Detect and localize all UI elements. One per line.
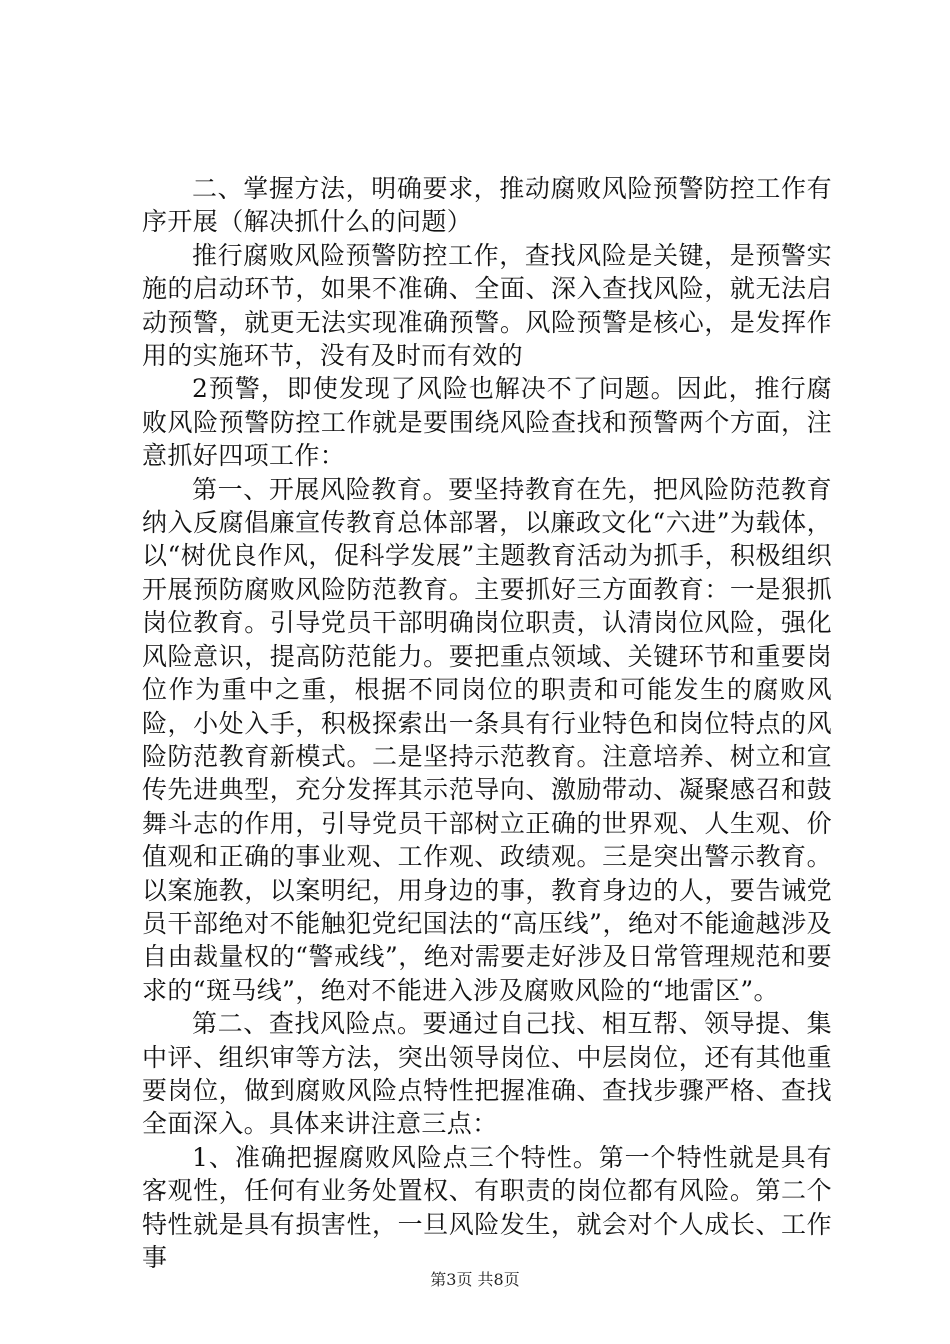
document-body bbox=[142, 172, 832, 1274]
body-paragraph: 第一、开展风险教育。要坚持教育在先，把风险防范教育纳入反腐倡廉宣传教育总体部署，以廉政文化“六进”为载体，以“树优良作风，促科学发展”主题教育活动为抓手，积极组织开展预防腐败风险防范教育。主要抓好三方面教育：一是狠抓岗位教育。引导党员干部明确岗位职责，认清岗位风险，强化风险意识，提高防范能力。要把重点领域、关键环节和重要岗位作为重中之重，根据不同岗位的职责和可能发生的腐败风险，小处入手，积极探索出一条具有行业特色和岗位特点的风险防范教育新模式。二是坚持示范教育。注意培养、树立和宣传先进典型，充分发挥其示范导向、激励带动、凝聚感召和鼓舞斗志的作用，引导党员干部树立正确的世界观、人生观、价值观和正确的事业观、工作观、政绩观。三是突出警示教育。以案施教，以案明纪，用身边的事，教育身边的人，要告诫党员干部绝对不能触犯党纪国法的“高压线”，绝对不能逾越涉及自由裁量权的“警戒线”，绝对需要走好涉及日常管理规范和要求的“斑马线”，绝对不能进入涉及腐败风险的“地雷区”。 bbox=[142, 474, 832, 1005]
body-paragraph: 第二、查找风险点。要通过自己找、相互帮、领导提、集中评、组织审等方法，突出领导岗位、中层岗位，还有其他重要岗位，做到腐败风险点特性把握准确、查找步骤严格、查找全面深入。具体来讲注意三点： bbox=[142, 1009, 832, 1139]
body-paragraph: 2预警，即使发现了风险也解决不了问题。因此，推行腐败风险预警防控工作就是要围绕风险查找和预警两个方面，注意抓好四项工作： bbox=[142, 374, 832, 471]
body-paragraph: 1、准确把握腐败风险点三个特性。第一个特性就是具有客观性，任何有业务处置权、有职责的岗位都有风险。第二个特性就是具有损害性，一旦风险发生，就会对个人成长、工作事 bbox=[142, 1142, 832, 1272]
section-heading-paragraph: 二、掌握方法，明确要求，推动腐败风险预警防控工作有序开展（解决抓什么的问题） bbox=[142, 174, 832, 237]
page-number-footer: 第3页 共8页 bbox=[430, 1270, 520, 1289]
body-paragraph: 推行腐败风险预警防控工作，查找风险是关键，是预警实施的启动环节，如果不准确、全面、深入查找风险，就无法启动预警，就更无法实现准确预警。风险预警是核心，是发挥作用的实施环节，没有及时而有效的 bbox=[142, 240, 832, 371]
